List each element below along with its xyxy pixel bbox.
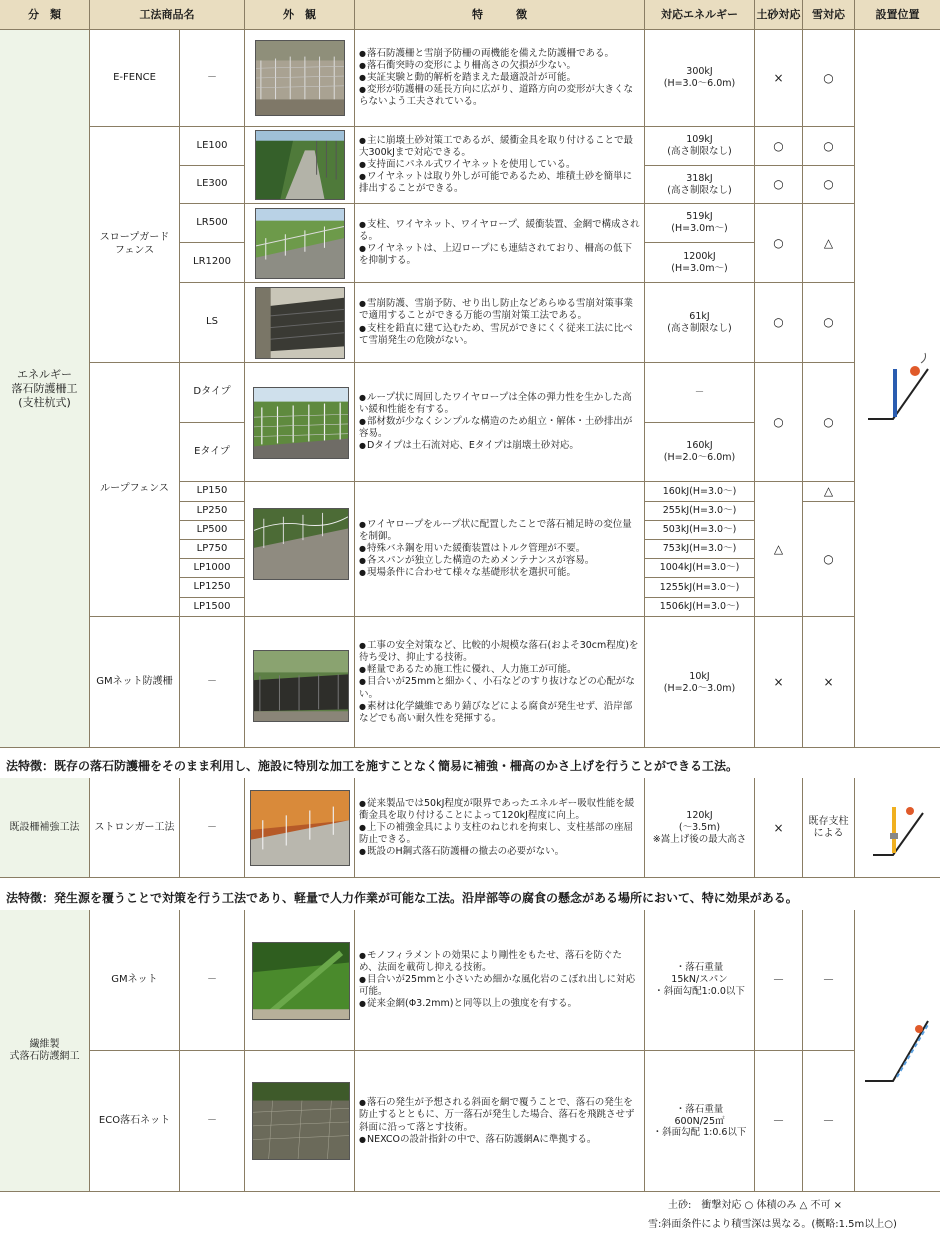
lp1250-energy: 1255kJ(H=3.0～) bbox=[645, 578, 755, 598]
reinforcement-location-icon bbox=[868, 793, 928, 863]
eco-net-energy: ・落石重量 600N/25㎡ ・斜面勾配 1:0.6以下 bbox=[645, 1051, 755, 1192]
feature-item: ● 既設のH鋼式落石防護柵の撤去の必要がない。 bbox=[359, 846, 640, 858]
feature-item: ● ワイヤロープをループ状に配置したことで落石補足時の変位量を制御。 bbox=[359, 519, 640, 543]
header-product: 工法商品名 bbox=[90, 0, 245, 30]
gm-fence-snow: × bbox=[803, 617, 855, 748]
loop-de-debris: ○ bbox=[755, 363, 803, 482]
section-fiber-net bbox=[0, 910, 940, 1192]
product-slope-guard: スロープガード フェンス bbox=[90, 127, 180, 363]
table-header bbox=[0, 0, 940, 30]
gm-net-sub: － bbox=[180, 910, 245, 1051]
category-label: 既設柵補強工法 bbox=[0, 778, 90, 878]
feature-item: ● 特殊バネ鋼を用いた緩衝装置はトルク管理が不要。 bbox=[359, 543, 640, 555]
feature-item: ● 軽量であるため施工性に優れ、人力施工が可能。 bbox=[359, 664, 640, 676]
stronger-features bbox=[355, 778, 645, 878]
loop-lp-debris: △ bbox=[755, 482, 803, 617]
lp750-energy: 753kJ(H=3.0～) bbox=[645, 540, 755, 559]
feature-item: ● 支柱を鉛直に建て込むため、雪尻ができにくく従来工法に比べて雪崩発生の危険がない。 bbox=[359, 323, 640, 347]
loop-lp750: LP750 bbox=[180, 540, 245, 559]
ls-features bbox=[355, 283, 645, 363]
header-appearance: 外 観 bbox=[245, 0, 355, 30]
loop-e: Eタイプ bbox=[180, 423, 245, 482]
feature-item: ● 雪崩防護、雪崩予防、せり出し防止などあらゆる雪崩対策事業で適用することができる万能の雪崩対策工法である。 bbox=[359, 298, 640, 322]
stronger-photo bbox=[250, 790, 350, 866]
feature-item: ● 落石防護柵と雪崩予防柵の両機能を備えた防護柵である。 bbox=[359, 48, 640, 60]
feature-item: ● ワイヤネットは、上辺ロープにも連結されており、柵高の低下を抑制する。 bbox=[359, 243, 640, 267]
header-category: 分 類 bbox=[0, 0, 90, 30]
stronger-energy: 120kJ (～3.5m) ※嵩上げ後の最大高さ bbox=[645, 778, 755, 878]
eco-net-sub: － bbox=[180, 1051, 245, 1192]
header-features: 特 徴 bbox=[355, 0, 645, 30]
loop-lp-photo bbox=[253, 508, 349, 580]
eco-net-debris: － bbox=[755, 1051, 803, 1192]
feature-item: ● NEXCOの設計指針の中で、落石防護網Aに準拠する。 bbox=[359, 1134, 640, 1146]
lp250-energy: 255kJ(H=3.0～) bbox=[645, 502, 755, 521]
feature-item: ● 支柱、ワイヤネット、ワイヤロープ、緩衝装置、金網で構成される。 bbox=[359, 219, 640, 243]
loop-de-features bbox=[355, 363, 645, 482]
loop-lp-features bbox=[355, 482, 645, 617]
efence-features bbox=[355, 30, 645, 127]
location-cell bbox=[855, 778, 940, 878]
lr-features bbox=[355, 204, 645, 283]
le300-snow: ○ bbox=[803, 166, 855, 204]
gm-fence-photo bbox=[253, 650, 349, 722]
product-stronger: ストロンガー工法 bbox=[90, 778, 180, 878]
product-eco-net: ECO落石ネット bbox=[90, 1051, 180, 1192]
lp150-snow: △ bbox=[803, 482, 855, 502]
feature-item: ● 現場条件に合わせて様々な基礎形状を選択可能。 bbox=[359, 567, 640, 579]
product-gm-fence: GMネット防護柵 bbox=[90, 617, 180, 748]
lr-photo bbox=[255, 208, 345, 279]
product-gm-net: GMネット bbox=[90, 910, 180, 1051]
gm-net-snow: － bbox=[803, 910, 855, 1051]
le100-debris: ○ bbox=[755, 127, 803, 166]
slope-ls: LS bbox=[180, 283, 245, 363]
loop-e-energy: 160kJ (H=2.0～6.0m) bbox=[645, 423, 755, 482]
net-location-icon bbox=[863, 1011, 933, 1091]
le100-snow: ○ bbox=[803, 127, 855, 166]
slope-lr500: LR500 bbox=[180, 204, 245, 243]
ls-photo bbox=[255, 287, 345, 359]
feature-item: ● ループ状に周回したワイヤロープは全体の弾力性を生かした高い緩和性能を有する。 bbox=[359, 392, 640, 416]
loop-lp1000: LP1000 bbox=[180, 559, 245, 578]
loop-lp250: LP250 bbox=[180, 502, 245, 521]
loop-d-energy: － bbox=[645, 363, 755, 423]
feature-item: ● 落石の発生が予想される斜面を網で覆うことで、落石の発生を防止するとともに、万一落石が発生した場合、落石を飛跳させず斜面に沿って落とす技術。 bbox=[359, 1097, 640, 1133]
feature-item: ● ワイヤネットは取り外しが可能であるため、堆積土砂を簡単に排出することができる。 bbox=[359, 171, 640, 195]
eco-net-photo bbox=[252, 1082, 350, 1160]
section-reinforcement bbox=[0, 778, 940, 878]
legend-snow: 雪:斜面条件により積雪深は異なる。(概略:1.5m以上○) bbox=[648, 1219, 897, 1230]
efence-energy: 300kJ (H=3.0～6.0m) bbox=[645, 30, 755, 127]
le300-energy: 318kJ (高さ制限なし) bbox=[645, 166, 755, 204]
stronger-snow: 既存支柱 による bbox=[803, 778, 855, 878]
feature-item: ● 目合いが25mmと小さいため細かな風化岩のこぼれ出しに対応可能。 bbox=[359, 974, 640, 998]
lp1000-energy: 1004kJ(H=3.0～) bbox=[645, 559, 755, 578]
loop-lp1250: LP1250 bbox=[180, 578, 245, 598]
eco-net-features bbox=[355, 1051, 645, 1192]
section-energy-fence bbox=[0, 30, 940, 748]
ls-snow: ○ bbox=[803, 283, 855, 363]
location-cell bbox=[855, 30, 940, 748]
feature-item: ● 主に崩壊土砂対策工であるが、緩衝金具を取り付けることで最大300kJまで対応できる。 bbox=[359, 135, 640, 159]
lp1500-energy: 1506kJ(H=3.0～) bbox=[645, 598, 755, 617]
gm-fence-debris: × bbox=[755, 617, 803, 748]
feature-item: ● 素材は化学繊維であり錆びなどによる腐食が発生せず、沿岸部などでも高い耐久性を発揮する。 bbox=[359, 701, 640, 725]
section2-banner: 法特徴：既存の落石防護柵をそのまま利用し、施設に特別な加工を施すことなく簡易に補強・柵高のかさ上げを行うことができる工法。 bbox=[6, 759, 739, 773]
feature-item: ● 部材数が少なくシンプルな構造のため組立・解体・土砂排出が容易。 bbox=[359, 416, 640, 440]
le300-debris: ○ bbox=[755, 166, 803, 204]
header-energy: 対応エネルギー bbox=[645, 0, 755, 30]
ls-debris: ○ bbox=[755, 283, 803, 363]
category-label: 繊維製 式落石防護網工 bbox=[0, 910, 90, 1192]
gm-fence-features bbox=[355, 617, 645, 748]
header-snow: 雪対応 bbox=[803, 0, 855, 30]
lp150-energy: 160kJ(H=3.0～) bbox=[645, 482, 755, 502]
loop-lp1500: LP1500 bbox=[180, 598, 245, 617]
header-debris: 土砂対応 bbox=[755, 0, 803, 30]
lp500-energy: 503kJ(H=3.0～) bbox=[645, 521, 755, 540]
loop-lp150: LP150 bbox=[180, 482, 245, 502]
stronger-debris: × bbox=[755, 778, 803, 878]
loop-d: Dタイプ bbox=[180, 363, 245, 423]
feature-item: ● 上下の補強金具により支柱のねじれを拘束し、支柱基部の座屈防止できる。 bbox=[359, 822, 640, 846]
product-loop-fence: ループフェンス bbox=[90, 363, 180, 617]
loop-de-photo bbox=[253, 387, 349, 459]
slope-le300: LE300 bbox=[180, 166, 245, 204]
lr-debris: ○ bbox=[755, 204, 803, 283]
gm-net-debris: － bbox=[755, 910, 803, 1051]
efence-debris: × bbox=[755, 30, 803, 127]
le-features bbox=[355, 127, 645, 204]
location-cell bbox=[855, 910, 940, 1192]
gm-net-energy: ・落石重量 15kN/スパン ・斜面勾配1:0.0以下 bbox=[645, 910, 755, 1051]
lr500-energy: 519kJ (H=3.0m～) bbox=[645, 204, 755, 243]
loop-lp500: LP500 bbox=[180, 521, 245, 540]
gm-net-photo bbox=[252, 942, 350, 1020]
feature-item: ● 実証実験と動的解析を踏まえた最適設計が可能。 bbox=[359, 72, 640, 84]
efence-snow: ○ bbox=[803, 30, 855, 127]
section3-banner: 法特徴：発生源を覆うことで対策を行う工法であり、軽量で人力作業が可能な工法。沿岸部等の腐食の懸念がある場所において、特に効果がある。 bbox=[6, 891, 798, 905]
feature-item: ● 各スパンが独立した構造のためメンテナンスが容易。 bbox=[359, 555, 640, 567]
header-location: 設置位置 bbox=[875, 8, 920, 21]
feature-item: ● Dタイプは土石流対応、Eタイプは崩壊土砂対応。 bbox=[359, 440, 640, 452]
loop-de-snow: ○ bbox=[803, 363, 855, 482]
efence-photo bbox=[255, 40, 345, 116]
feature-item: ● 工事の安全対策など、比較的小規模な落石(およそ30cm程度)を待ち受け、抑止する技術。 bbox=[359, 640, 640, 664]
feature-item: ● モノフィラメントの効果により剛性をもたせ、落石を防ぐため、法面を載荷し抑える技術。 bbox=[359, 950, 640, 974]
gm-net-features bbox=[355, 910, 645, 1051]
feature-item: ● 従来製品では50kJ程度が限界であったエネルギー吸収性能を緩衝金具を取り付けることによって120kJ程度に向上。 bbox=[359, 798, 640, 822]
feature-item: ● 変形が防護柵の延長方向に広がり、道路方向の変形が大きくならないよう工夫されている。 bbox=[359, 84, 640, 108]
slope-le100: LE100 bbox=[180, 127, 245, 166]
slope-lr1200: LR1200 bbox=[180, 243, 245, 283]
efence-sub: － bbox=[180, 30, 245, 127]
category-label: エネルギー 落石防護柵工 (支柱杭式) bbox=[0, 30, 90, 748]
le-photo bbox=[255, 130, 345, 200]
feature-item: ● 支持面にパネル式ワイヤネットを使用している。 bbox=[359, 159, 640, 171]
le100-energy: 109kJ (高さ制限なし) bbox=[645, 127, 755, 166]
lr1200-energy: 1200kJ (H=3.0m～) bbox=[645, 243, 755, 283]
stronger-sub: － bbox=[180, 778, 245, 878]
feature-item: ● 従来金網(Φ3.2mm)と同等以上の強度を有する。 bbox=[359, 998, 640, 1010]
product-efence: E-FENCE bbox=[90, 30, 180, 127]
feature-item: ● 目合いが25mmと細かく、小石などのすり抜けなどの心配がない。 bbox=[359, 676, 640, 700]
lr-snow: △ bbox=[803, 204, 855, 283]
slope-fence-location-icon bbox=[863, 349, 933, 429]
loop-lp-snow: ○ bbox=[803, 502, 855, 617]
gm-fence-energy: 10kJ (H=2.0～3.0m) bbox=[645, 617, 755, 748]
eco-net-snow: － bbox=[803, 1051, 855, 1192]
feature-item: ● 落石衝突時の変形により柵高さの欠損が少ない。 bbox=[359, 60, 640, 72]
gm-fence-sub: － bbox=[180, 617, 245, 748]
legend-debris: 土砂: 衝撃対応 ○ 体積のみ △ 不可 × bbox=[668, 1200, 843, 1211]
ls-energy: 61kJ (高さ制限なし) bbox=[645, 283, 755, 363]
